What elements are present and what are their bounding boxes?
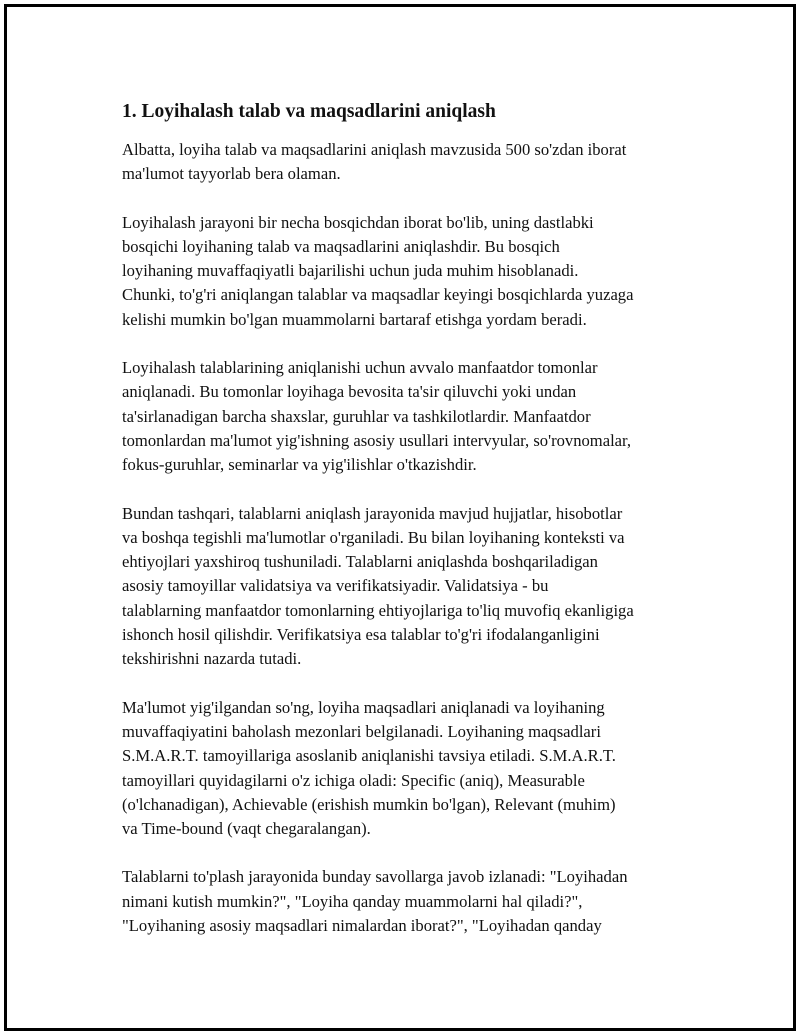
text-line: bosqichi loyihaning talab va maqsadlarini aniqlashdir. Bu bosqich	[122, 236, 560, 256]
paragraph-6	[122, 865, 702, 938]
paragraph-2	[122, 211, 702, 332]
text-line: muvaffaqiyatini baholash mezonlari belgilanadi. Loyihaning maqsadlari	[122, 721, 601, 741]
paragraph-1	[122, 138, 702, 187]
text-line: fokus-guruhlar, seminarlar va yig'ilishlar o'tkazishdir.	[122, 455, 477, 475]
paragraph-5	[122, 696, 702, 842]
text-line: kelishi mumkin bo'lgan muammolarni bartaraf etishga yordam beradi.	[122, 309, 587, 329]
text-line: (o'lchanadigan), Achievable (erishish mumkin bo'lgan), Relevant (muhim)	[122, 794, 616, 814]
text-line: Talablarni to'plash jarayonida bunday savollarga javob izlanadi: "Loyihadan	[122, 867, 628, 887]
text-line: Chunki, to'g'ri aniqlangan talablar va maqsadlar keyingi bosqichlarda yuzaga	[122, 285, 634, 305]
text-line: loyihaning muvaffaqiyatli bajarilishi uchun juda muhim hisoblanadi.	[122, 261, 579, 281]
text-line: "Loyihaning asosiy maqsadlari nimalardan iborat?", "Loyihadan qanday	[122, 916, 602, 936]
text-line: tekshirishni nazarda tutadi.	[122, 649, 302, 669]
text-line: tomonlardan ma'lumot yig'ishning asosiy usullari intervyular, so'rovnomalar,	[122, 430, 632, 450]
text-line: ehtiyojlari yaxshiroq tushuniladi. Talablarni aniqlashda boshqariladigan	[122, 552, 598, 572]
paragraph-4	[122, 502, 702, 672]
text-line: Albatta, loyiha talab va maqsadlarini aniqlash mavzusida 500 so'zdan iborat	[122, 140, 627, 159]
text-line: va boshqa tegishli ma'lumotlar o'rganiladi. Bu bilan loyihaning konteksti va	[122, 527, 625, 547]
text-line: ma'lumot tayyorlab bera olaman.	[122, 164, 341, 184]
text-line: asosiy tamoyillar validatsiya va verifikatsiyadir. Validatsiya - bu	[122, 576, 549, 596]
text-line: va Time-bound (vaqt chegaralangan).	[122, 819, 371, 839]
document-body	[122, 100, 702, 962]
text-line: ishonch hosil qilishdir. Verifikatsiya esa talablar to'g'ri ifodalanganligini	[122, 625, 600, 645]
text-line: Loyihalash jarayoni bir necha bosqichdan iborat bo'lib, uning dastlabki	[122, 212, 594, 232]
text-line: nimani kutish mumkin?", "Loyiha qanday muammolarni hal qiladi?",	[122, 891, 583, 911]
page-title: 1. Loyihalash talab va maqsadlarini aniqlash	[122, 101, 496, 122]
paragraph-3	[122, 356, 702, 477]
text-line: aniqlanadi. Bu tomonlar loyihaga bevosita ta'sir qiluvchi yoki undan	[122, 382, 577, 402]
text-line: Bundan tashqari, talablarni aniqlash jarayonida mavjud hujjatlar, hisobotlar	[122, 503, 623, 523]
text-line: Ma'lumot yig'ilgandan so'ng, loyiha maqsadlari aniqlanadi va loyihaning	[122, 697, 605, 717]
text-line: tamoyillari quyidagilarni o'z ichiga oladi: Specific (aniq), Measurable	[122, 770, 585, 790]
text-line: S.M.A.R.T. tamoyillariga asoslanib aniqlanishi tavsiya etiladi. S.M.A.R.T.	[122, 746, 616, 766]
text-line: Loyihalash talablarining aniqlanishi uchun avvalo manfaatdor tomonlar	[122, 358, 598, 378]
text-line: ta'sirlanadigan barcha shaxslar, guruhlar va tashkilotlardir. Manfaatdor	[122, 406, 591, 426]
page-frame	[4, 4, 796, 1031]
text-line: talablarning manfaatdor tomonlarning ehtiyojlariga to'liq muvofiq ekanligiga	[122, 600, 634, 620]
